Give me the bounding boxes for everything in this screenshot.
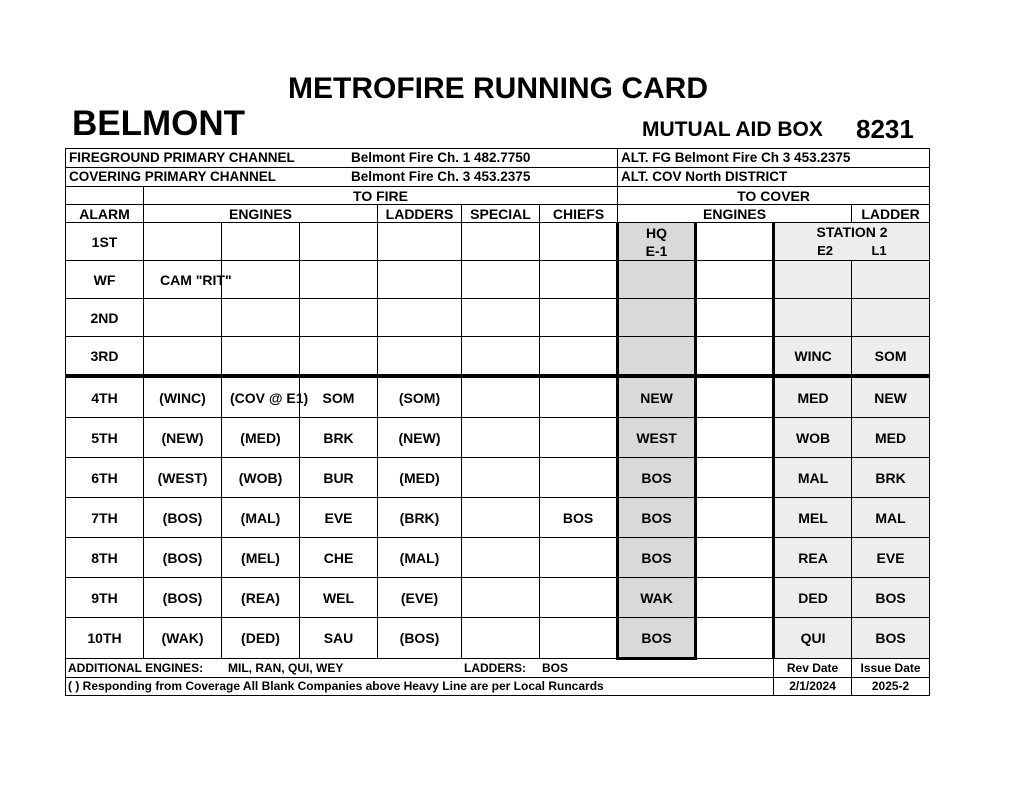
- cover-engine-cell: [618, 261, 696, 299]
- engine-cell: (MAL): [222, 498, 300, 538]
- ladder-cell: [378, 261, 462, 299]
- cover-engine-cell: [696, 337, 774, 377]
- engine-cell: (MEL): [222, 538, 300, 578]
- cover-engine-cell: REA: [774, 538, 852, 578]
- cov-channel-value: Belmont Fire Ch. 3 453.2375: [351, 169, 531, 184]
- engine-cell: BUR: [300, 458, 378, 498]
- cover-ladder-cell: BRK: [852, 458, 930, 498]
- to-cover-header: TO COVER: [618, 187, 930, 205]
- additional-ladders-label: LADDERS:: [464, 661, 526, 675]
- alarm-label: 8TH: [66, 538, 144, 578]
- cover-engine-cell: BOS: [618, 538, 696, 578]
- cover-engine-cell: [696, 223, 774, 261]
- alarm-label: 10TH: [66, 618, 144, 659]
- cover-engine-cell: WEST: [618, 418, 696, 458]
- ladder-cell: (EVE): [378, 578, 462, 618]
- cover-engine-cell: [696, 618, 774, 659]
- chiefs-cell: [540, 223, 618, 261]
- cover-engine-cell: DED: [774, 578, 852, 618]
- cover-engine-cell: NEW: [618, 376, 696, 418]
- cover-ladder-cell: BOS: [852, 578, 930, 618]
- cover-engine-cell: MAL: [774, 458, 852, 498]
- fg-channel-label: FIREGROUND PRIMARY CHANNEL: [69, 150, 295, 165]
- blank-corner: [66, 187, 144, 205]
- cover-engine-cell: [618, 337, 696, 377]
- cover-engine-cell: [774, 299, 852, 337]
- town-name: BELMONT: [72, 104, 246, 143]
- engine-cell: SAU: [300, 618, 378, 659]
- alarm-label: 7TH: [66, 498, 144, 538]
- cover-engine-cell: [696, 458, 774, 498]
- cover-engine-cell: [774, 261, 852, 299]
- to-fire-header: TO FIRE: [144, 187, 618, 205]
- ladder-cell: (MED): [378, 458, 462, 498]
- chiefs-cell: [540, 458, 618, 498]
- card-title: METROFIRE RUNNING CARD: [288, 72, 708, 105]
- station-ladder: L1: [871, 243, 887, 258]
- ladder-cell: (MAL): [378, 538, 462, 578]
- cover-ladder-cell: MAL: [852, 498, 930, 538]
- engine-cell: WEL: [300, 578, 378, 618]
- special-cell: [462, 538, 540, 578]
- engine-cell: BRK: [300, 418, 378, 458]
- special-cell: [462, 337, 540, 377]
- ladder-cell: (BOS): [378, 618, 462, 659]
- engine-cell: [144, 223, 222, 261]
- cover-engine-cell: MED: [774, 376, 852, 418]
- engine-cell: [300, 223, 378, 261]
- engine-cell: (REA): [222, 578, 300, 618]
- engine-cell: (WINC): [144, 376, 222, 418]
- special-cell: [462, 418, 540, 458]
- engine-cell: (COV @ E1): [222, 376, 300, 418]
- issue-date-value: 2025-2: [852, 678, 930, 696]
- fireground-primary-channel: [66, 149, 618, 168]
- chiefs-cell: [540, 618, 618, 659]
- alarm-label: 2ND: [66, 299, 144, 337]
- cover-engine-cell: [618, 299, 696, 337]
- cover-engine-cell: [696, 538, 774, 578]
- ladder-cell: (SOM): [378, 376, 462, 418]
- additional-companies: [66, 659, 774, 678]
- alarm-label: 5TH: [66, 418, 144, 458]
- additional-engines-value: MIL, RAN, QUI, WEY: [228, 661, 344, 675]
- special-cell: [462, 299, 540, 337]
- cover-engine-cell: [696, 261, 774, 299]
- special-cell: [462, 261, 540, 299]
- hq-e1-label: [618, 223, 696, 261]
- rev-date-label: Rev Date: [774, 659, 852, 678]
- engine-cell: [222, 337, 300, 377]
- alarm-label: 9TH: [66, 578, 144, 618]
- covering-primary-channel: [66, 168, 618, 187]
- ladder-cell: (NEW): [378, 418, 462, 458]
- engine-cell: EVE: [300, 498, 378, 538]
- cover-engine-cell: MEL: [774, 498, 852, 538]
- alt-cov-channel: ALT. COV North DISTRICT: [618, 168, 930, 187]
- ladders-header: LADDERS: [378, 205, 462, 223]
- chiefs-cell: BOS: [540, 498, 618, 538]
- engine-cell: [300, 299, 378, 337]
- chiefs-header: CHIEFS: [540, 205, 618, 223]
- special-cell: [462, 578, 540, 618]
- engine-cell: (BOS): [144, 498, 222, 538]
- engine-cell: SOM: [300, 376, 378, 418]
- engine-cell: (MED): [222, 418, 300, 458]
- engine-cell: (NEW): [144, 418, 222, 458]
- cover-engine-cell: WOB: [774, 418, 852, 458]
- rev-date-value: 2/1/2024: [774, 678, 852, 696]
- engine-cell: [222, 223, 300, 261]
- engine-cell: (WAK): [144, 618, 222, 659]
- alarm-label: 6TH: [66, 458, 144, 498]
- cover-engine-cell: [696, 418, 774, 458]
- station-engine: E2: [817, 243, 833, 258]
- cover-ladder-cell: BOS: [852, 618, 930, 659]
- cover-ladder-cell: EVE: [852, 538, 930, 578]
- hq-line: HQ: [646, 224, 668, 241]
- cover-ladder-cell: [852, 261, 930, 299]
- chiefs-cell: [540, 578, 618, 618]
- cover-engine-cell: WINC: [774, 337, 852, 377]
- alt-fg-channel: ALT. FG Belmont Fire Ch 3 453.2375: [618, 149, 930, 168]
- cover-engine-cell: [696, 376, 774, 418]
- cover-engine-cell: WAK: [618, 578, 696, 618]
- cover-ladder-cell: NEW: [852, 376, 930, 418]
- engine-cell: (WOB): [222, 458, 300, 498]
- chiefs-cell: [540, 299, 618, 337]
- engine-cell: (WEST): [144, 458, 222, 498]
- cov-channel-label: COVERING PRIMARY CHANNEL: [69, 169, 277, 184]
- engine-cell: [144, 299, 222, 337]
- box-label: MUTUAL AID BOX: [642, 118, 823, 141]
- ladder-cell: [378, 223, 462, 261]
- ladder-cell: [378, 299, 462, 337]
- cover-engine-cell: [696, 498, 774, 538]
- engine-cell: [300, 261, 378, 299]
- cover-engine-cell: [696, 578, 774, 618]
- engine-cell: [222, 299, 300, 337]
- cover-engines-header: ENGINES: [618, 205, 852, 223]
- chiefs-cell: [540, 538, 618, 578]
- alarm-label: WF: [66, 261, 144, 299]
- coverage-note: ( ) Responding from Coverage All Blank Companies above Heavy Line are per Local Runcards: [66, 678, 774, 696]
- station-2-label: [774, 223, 930, 261]
- chiefs-cell: [540, 261, 618, 299]
- cover-engine-cell: BOS: [618, 458, 696, 498]
- alarm-label: 3RD: [66, 337, 144, 377]
- chiefs-cell: [540, 376, 618, 418]
- alarm-header: ALARM: [66, 205, 144, 223]
- additional-engines-label: ADDITIONAL ENGINES:: [68, 661, 204, 675]
- engine-cell: [300, 337, 378, 377]
- special-cell: [462, 498, 540, 538]
- engine-cell: (BOS): [144, 538, 222, 578]
- ladder-cell: [378, 337, 462, 377]
- cover-engine-cell: BOS: [618, 618, 696, 659]
- cover-ladder-cell: [852, 299, 930, 337]
- special-header: SPECIAL: [462, 205, 540, 223]
- engine-cell: (DED): [222, 618, 300, 659]
- engine-cell: CAM "RIT": [144, 261, 222, 299]
- alarm-label: 4TH: [66, 376, 144, 418]
- cover-ladder-cell: MED: [852, 418, 930, 458]
- chiefs-cell: [540, 337, 618, 377]
- engine-cell: [222, 261, 300, 299]
- box-number: 8231: [856, 114, 914, 144]
- engine-cell: CHE: [300, 538, 378, 578]
- issue-date-label: Issue Date: [852, 659, 930, 678]
- e1-line: E-1: [645, 242, 668, 259]
- chiefs-cell: [540, 418, 618, 458]
- station-title: STATION 2: [816, 224, 888, 240]
- engine-cell: [144, 337, 222, 377]
- engines-header: ENGINES: [144, 205, 378, 223]
- cover-engine-cell: [696, 299, 774, 337]
- ladder-cell: (BRK): [378, 498, 462, 538]
- alarm-label: 1ST: [66, 223, 144, 261]
- special-cell: [462, 458, 540, 498]
- special-cell: [462, 618, 540, 659]
- special-cell: [462, 223, 540, 261]
- engine-cell: (BOS): [144, 578, 222, 618]
- special-cell: [462, 376, 540, 418]
- cover-engine-cell: QUI: [774, 618, 852, 659]
- additional-ladders-value: BOS: [542, 661, 569, 675]
- fg-channel-value: Belmont Fire Ch. 1 482.7750: [351, 150, 531, 165]
- running-card-table: [65, 148, 930, 696]
- cover-engine-cell: BOS: [618, 498, 696, 538]
- cover-ladder-cell: SOM: [852, 337, 930, 377]
- cover-ladder-header: LADDER: [852, 205, 930, 223]
